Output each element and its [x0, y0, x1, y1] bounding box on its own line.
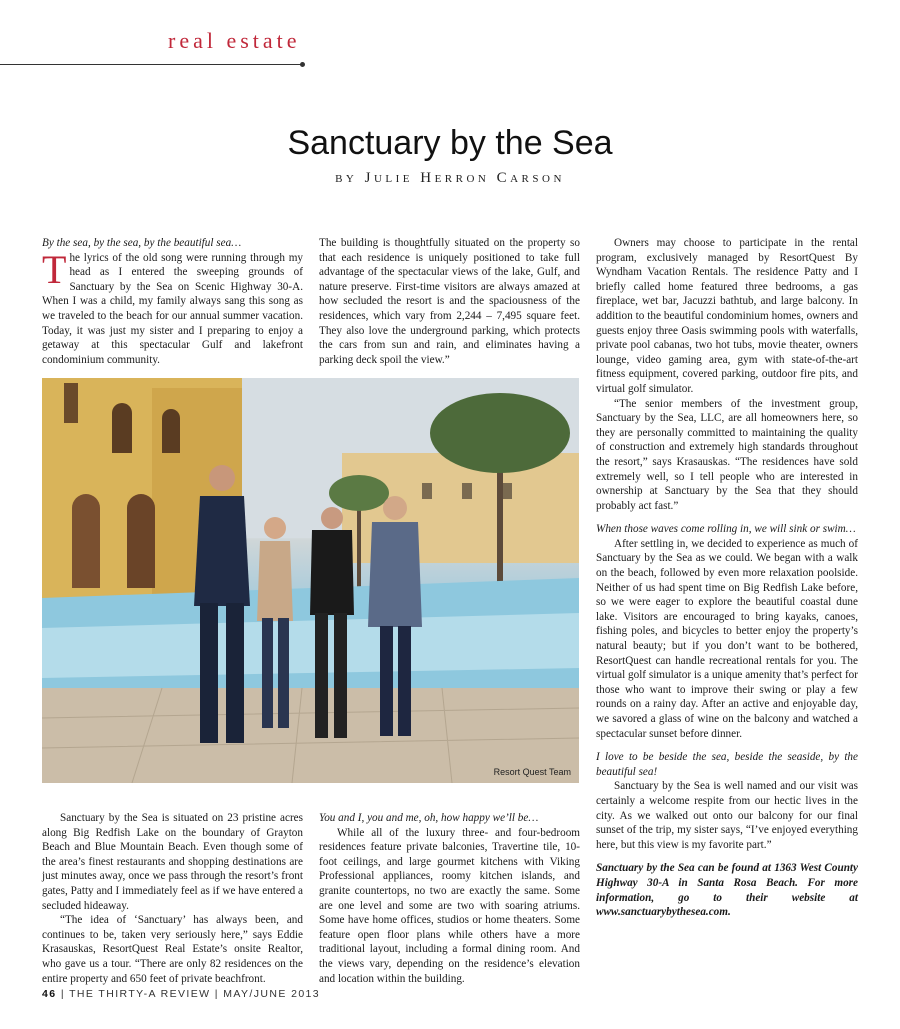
header-rule — [0, 64, 303, 65]
column-3 — [596, 236, 858, 920]
subhead: By the sea, by the sea, by the beautiful sea… — [42, 237, 242, 249]
footer-separator: | — [214, 988, 219, 1000]
issue-date: MAY/JUNE 2013 — [223, 988, 321, 1000]
column-2-bottom — [319, 811, 580, 986]
publication-name: THE THIRTY-A REVIEW — [69, 988, 211, 1000]
paragraph: While all of the luxury three- and four-bedroom residences feature private balconies, Travertine tile, 10-foot ceilings, and large gourmet kitchens with Viking Professional appliances, roomy kitchen islands, and granite countertops, no two are exactly the same. Some are one level and some are two with soaring atriums. Some have home offices, studios or home theaters. Some feature open floor plans while others have a more traditional layout, including a formal dining room. And the views vary, depending on the residence’s elevation and location within the building. — [319, 826, 580, 985]
paragraph: Sanctuary by the Sea is situated on 23 pristine acres along Big Redfish Lake on the boundary of Grayton Beach and Blue Mountain Beach. Even though some of the area’s finest restaurants and shopping destinations are just minutes away, once we pass through the resort’s front gates, Patty and I immediately feel as if we have entered a secluded hideaway. — [42, 812, 303, 912]
paragraph-text: he lyrics of the old song were running through my head as I entered the sweeping grounds of Sanctuary by the Sea on Scenic Highway 30-A. When I was a child, my family always sang this song as we traveled to the beach for our annual summer vacation. Today, it was just my sister and I preparing to enjoy a getaway at this spectacular Gulf and lakefront condominium community. — [42, 251, 303, 366]
paragraph: “The senior members of the investment group, Sanctuary by the Sea, LLC, are all homeowners here, so they are personally committed to maintaining the quality of construction and extremely high standards throughout the resort,” says Krasauskas. “The residences have sold extremely well, so I tell people who are interested in ownership at Sanctuary by the Sea that they should probably act fast.” — [596, 397, 858, 512]
drop-cap: T — [42, 246, 67, 292]
closing-note: Sanctuary by the Sea can be found at 1363 West County Highway 30-A in Santa Rosa Beach. For more information, go to their website at www.sanctuarybythesea.com. — [596, 862, 858, 919]
photo-credit: Resort Quest Team — [493, 767, 571, 777]
subhead: When those waves come rolling in, we will sink or swim… — [596, 523, 856, 536]
column-1-bottom — [42, 811, 303, 986]
page-number: 46 — [42, 988, 57, 1000]
column-1-top — [42, 236, 303, 367]
subhead: You and I, you and me, oh, how happy we’ll be… — [319, 812, 539, 824]
article-photo — [42, 378, 579, 783]
column-2-top — [319, 236, 580, 367]
footer-separator: | — [60, 988, 65, 1000]
article-title: Sanctuary by the Sea — [287, 124, 613, 162]
section-label: real estate — [168, 28, 301, 53]
paragraph: After settling in, we decided to experience as much of Sanctuary by the Sea as we could. We began with a walk on the beach, followed by even more relaxation poolside. Neither of us had spent time on Big Redfish Lake before, so we were eager to explore the beautiful coastal dune lake. Visitors are encouraged to bring kayaks, canoes, fishing poles, and bicycles to better enjoy the property’s natural beauty; but if you don’t want to be bothered, ResortQuest can handle recreational rentals for you. The virtual golf simulator is a unique amenity that’s perfect for those who want to improve their swing or play a few rounds on a rainy day. After an active and enjoyable day, we savored a glass of wine on the balcony and watched a spectacular sunset before dinner. — [596, 537, 858, 740]
subhead: I love to be beside the sea, beside the seaside, by the beautiful sea! — [596, 751, 858, 778]
page-footer — [42, 988, 320, 1000]
paragraph — [42, 246, 303, 368]
paragraph: The building is thoughtfully situated on the property so that each residence is uniquely positioned to take full advantage of the spectacular views of the lake, Gulf, and nature preserve. First-time visitors are always amazed at how secluded the resort is and the spaciousness of the residences, which vary from 2,244 – 7,495 square feet. They also love the underground parking, which protects the cars from sun and rain, and eliminates having a parking deck spoil the view.” — [319, 237, 580, 366]
paragraph: Sanctuary by the Sea is well named and our visit was certainly a welcome respite from our hectic lives in the city. As we walked out onto our balcony for our final sunset of the trip, my sister says, “I’ve enjoyed everything here, but this view is my favorite part.” — [596, 780, 858, 851]
paragraph: Owners may choose to participate in the rental program, exclusively managed by ResortQuest By Wyndham Vacation Rentals. The residence Patty and I briefly called home featured three bedrooms, a gas fireplace, wet bar, Jacuzzi bathtub, and large balcony. In addition to the beautiful condominium homes, owners and guests enjoy three Oasis swimming pools with waterfalls, private pool cabanas, two hot tubs, movie theater, owners lounge, video gaming area, gym with state-of-the-art fitness equipment, covered parking, outdoor fire pits, and virtual golf simulator. — [596, 237, 858, 395]
article-byline: by Julie Herron Carson — [335, 170, 565, 186]
header-rule-dot — [300, 62, 305, 67]
paragraph: “The idea of ‘Sanctuary’ has always been, and continues to be, taken very seriously here,” says Eddie Krasauskas, ResortQuest Real Estate’s onsite Realtor, who gave us a tour. “There are only 82 residences on the entire property and 650 feet of private beachfront. — [42, 914, 303, 985]
photo-illustration — [42, 378, 579, 783]
